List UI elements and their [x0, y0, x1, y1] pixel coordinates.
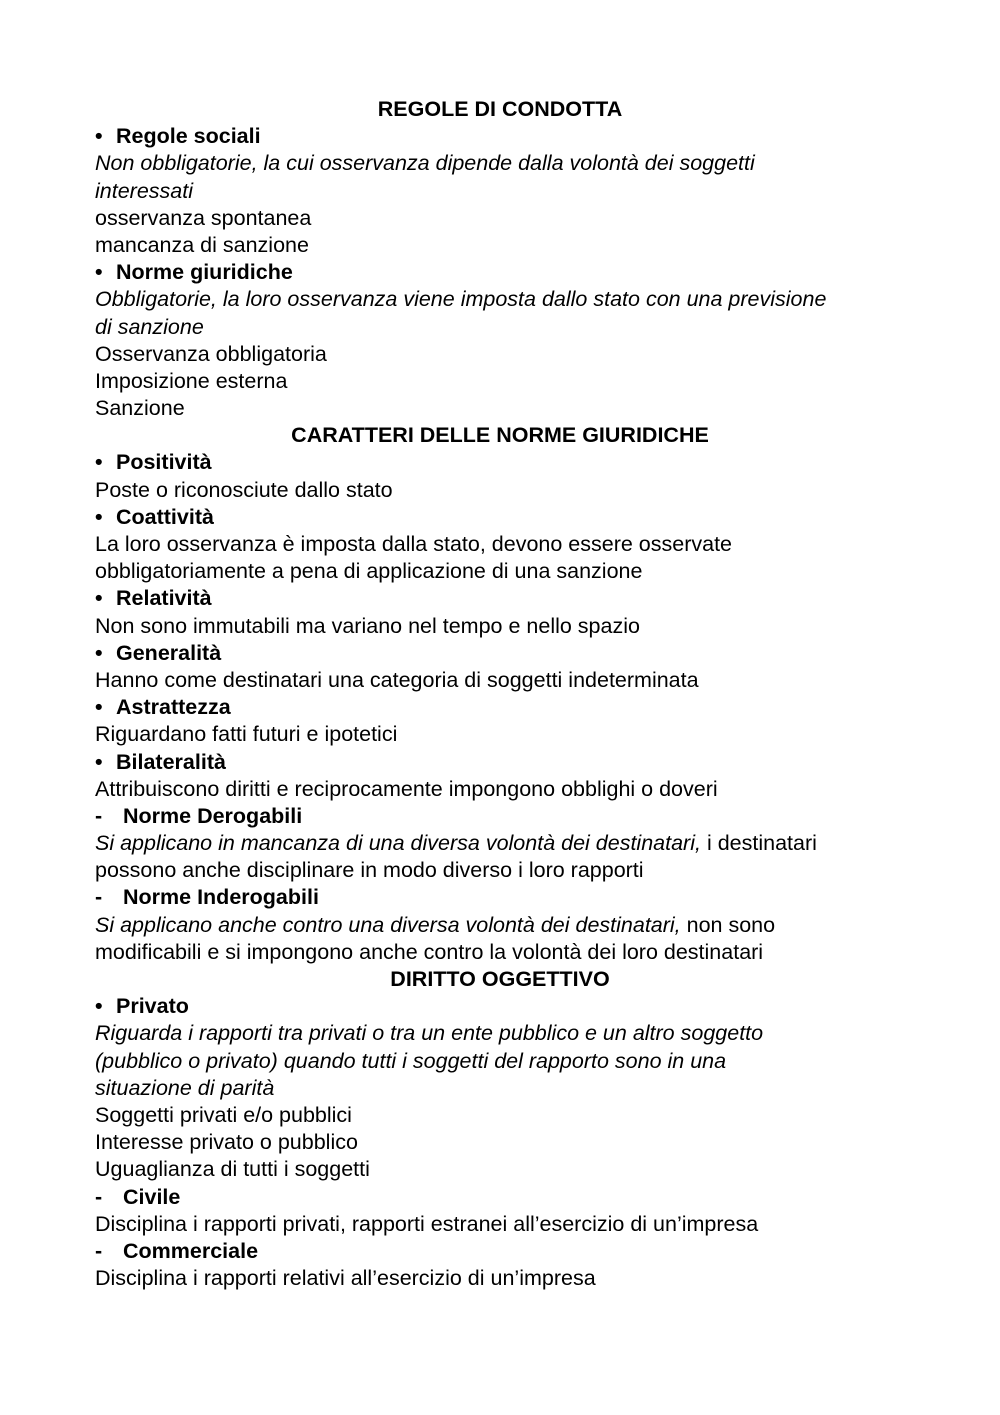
bullet-marker: • — [95, 749, 103, 774]
item-description — [95, 830, 915, 857]
dash-item-civile — [95, 1184, 915, 1211]
item-title: Commerciale — [123, 1238, 259, 1263]
item-point: Osservanza obbligatoria — [95, 341, 327, 366]
item-point: mancanza di sanzione — [95, 232, 309, 257]
item-title: Generalità — [116, 640, 222, 665]
dash-marker: - — [95, 885, 103, 910]
dash-marker: - — [95, 1184, 103, 1209]
item-title: Positività — [116, 450, 212, 475]
dash-marker: - — [95, 1238, 103, 1263]
item-description: Non sono immutabili ma variano nel tempo e nello spazio — [95, 613, 640, 638]
dash-marker: - — [95, 803, 103, 828]
bullet-item-regole-sociali — [95, 123, 915, 150]
bullet-marker: • — [95, 586, 103, 611]
item-title: Civile — [123, 1184, 181, 1209]
item-title: Relatività — [116, 586, 212, 611]
item-description: Hanno come destinatari una categoria di soggetti indeterminata — [95, 667, 699, 692]
item-title: Norme giuridiche — [116, 260, 293, 285]
dash-item-commerciale — [95, 1238, 915, 1265]
item-description: Attribuiscono diritti e reciprocamente impongono obblighi o doveri — [95, 776, 718, 801]
item-title: Bilateralità — [116, 749, 226, 774]
item-description: modificabili e si impongono anche contro la volontà dei loro destinatari — [95, 939, 764, 964]
bullet-item-norme-giuridiche — [95, 259, 915, 286]
item-description: Disciplina i rapporti relativi all’esercizio di un’impresa — [95, 1266, 596, 1291]
item-point: Sanzione — [95, 396, 185, 421]
section-heading-diritto-oggettivo: DIRITTO OGGETTIVO — [390, 967, 610, 991]
item-title: Privato — [116, 994, 189, 1019]
item-title: Regole sociali — [116, 124, 261, 149]
dash-item-norme-derogabili — [95, 803, 915, 830]
bullet-marker: • — [95, 504, 103, 529]
item-description: situazione di parità — [95, 1075, 275, 1100]
item-title: Norme Derogabili — [123, 803, 303, 828]
item-description: (pubblico o privato) quando tutti i soggetti del rapporto sono in una — [95, 1048, 727, 1073]
item-title: Coattività — [116, 504, 214, 529]
item-description: Riguardano fatti futuri e ipotetici — [95, 722, 398, 747]
bullet-marker: • — [95, 640, 103, 665]
bullet-marker: • — [95, 124, 103, 149]
item-description: obbligatoriamente a pena di applicazione di una sanzione — [95, 559, 643, 584]
item-point: Uguaglianza di tutti i soggetti — [95, 1157, 370, 1182]
item-description — [95, 912, 915, 939]
bullet-item-generalita — [95, 640, 915, 667]
item-title: Astrattezza — [116, 695, 231, 720]
item-description: Poste o riconosciute dallo stato — [95, 477, 393, 502]
item-description: possono anche disciplinare in modo diverso i loro rapporti — [95, 858, 644, 883]
bullet-item-positivita — [95, 449, 915, 476]
item-point: Interesse privato o pubblico — [95, 1130, 358, 1155]
item-description: La loro osservanza è imposta dalla stato, devono essere osservate — [95, 532, 733, 556]
bullet-item-privato — [95, 993, 915, 1020]
italic-text: Si applicano anche contro una diversa volontà dei destinatari, — [95, 912, 681, 937]
bullet-item-bilateralita — [95, 749, 915, 776]
item-point: Soggetti privati e/o pubblici — [95, 1102, 352, 1127]
plain-text: non sono — [680, 912, 776, 937]
item-description: Disciplina i rapporti privati, rapporti estranei all’esercizio di un’impresa — [95, 1211, 759, 1236]
plain-text: i destinatari — [700, 831, 817, 856]
item-description: di sanzione — [95, 314, 204, 339]
item-description: Obbligatorie, la loro osservanza viene imposta dallo stato con una previsione — [95, 287, 827, 312]
item-description: interessati — [95, 178, 193, 203]
bullet-marker: • — [95, 695, 103, 720]
bullet-marker: • — [95, 994, 103, 1019]
bullet-item-coattivita — [95, 504, 915, 531]
bullet-item-astrattezza — [95, 694, 915, 721]
bullet-marker: • — [95, 450, 103, 475]
section-heading-regole-di-condotta: REGOLE DI CONDOTTA — [377, 97, 623, 121]
item-point: osservanza spontanea — [95, 205, 312, 230]
item-description: Non obbligatorie, la cui osservanza dipende dalla volontà dei soggetti — [95, 151, 755, 176]
dash-item-norme-inderogabili — [95, 884, 915, 911]
item-description: Riguarda i rapporti tra privati o tra un ente pubblico e un altro soggetto — [95, 1021, 764, 1046]
bullet-item-relativita — [95, 585, 915, 612]
item-point: Imposizione esterna — [95, 368, 288, 393]
italic-text: Si applicano in mancanza di una diversa volontà dei destinatari, — [95, 831, 701, 856]
item-title: Norme Inderogabili — [123, 885, 319, 910]
bullet-marker: • — [95, 260, 103, 285]
section-heading-caratteri-norme: CARATTERI DELLE NORME GIURIDICHE — [291, 423, 709, 448]
